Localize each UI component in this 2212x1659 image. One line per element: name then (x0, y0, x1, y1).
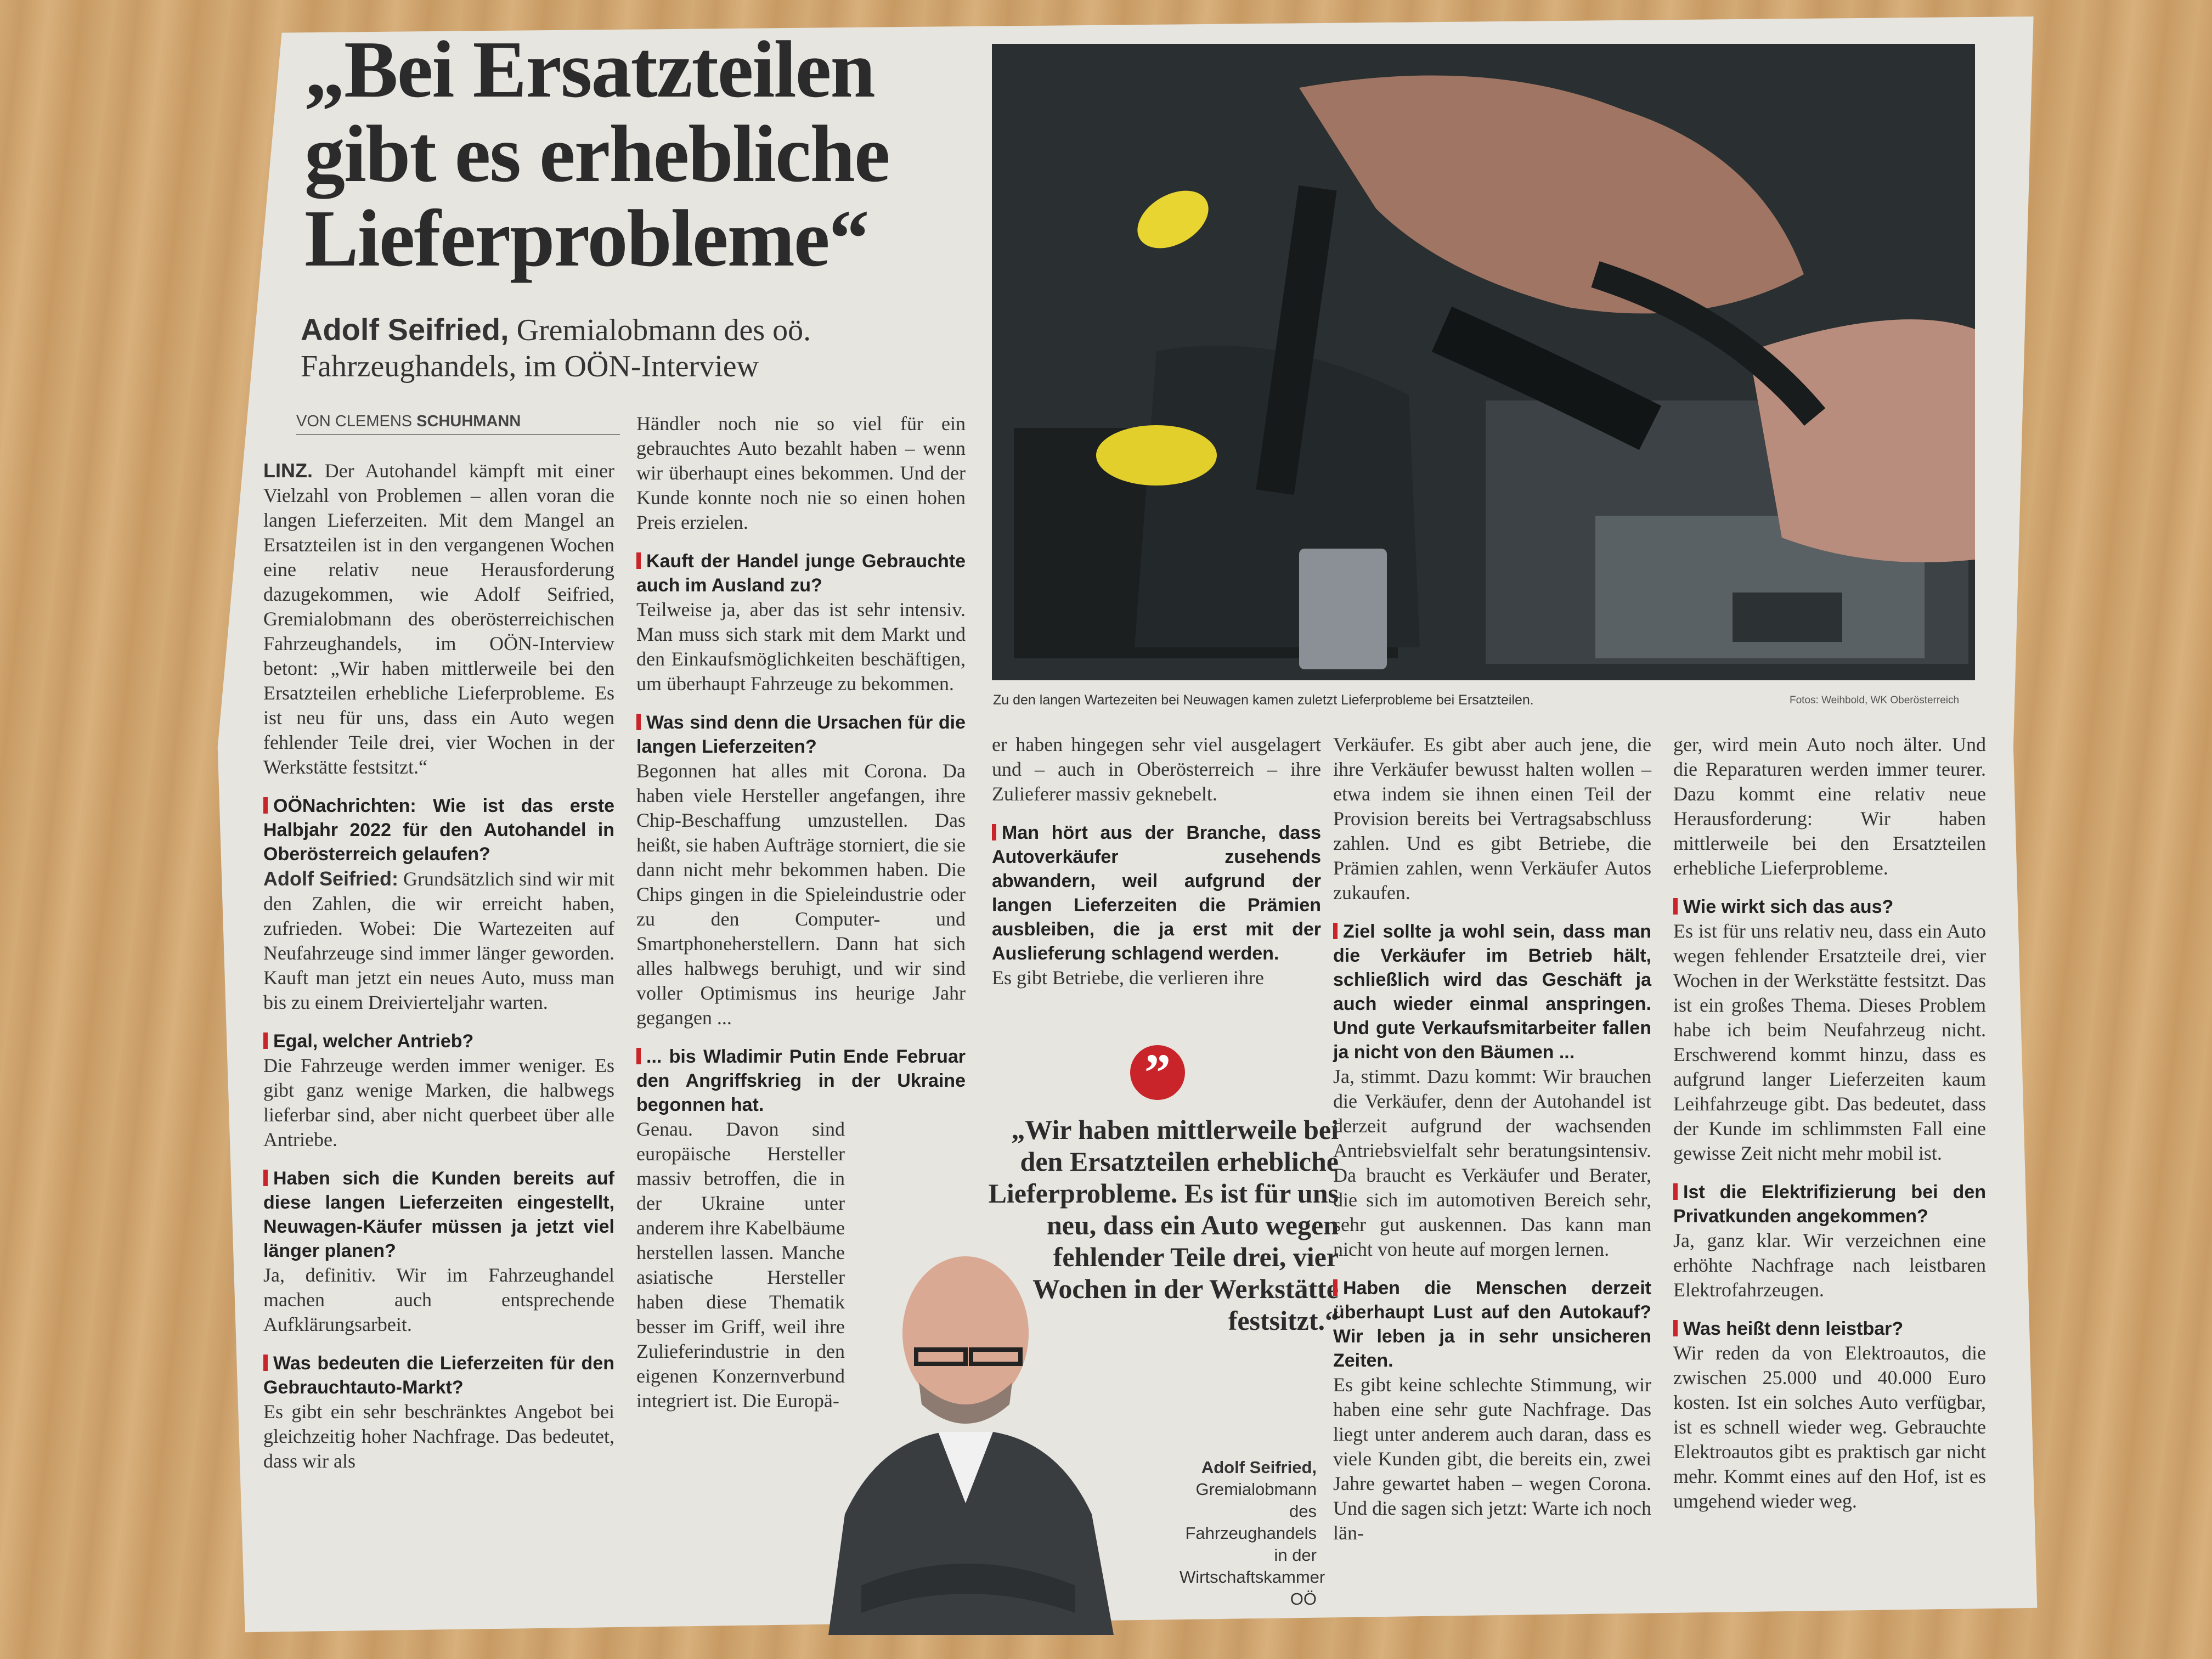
column-3 (992, 732, 1321, 1005)
answer-10: Es gibt keine schlechte Stimmung, wir haben eine sehr gute Nachfrage. Das liegt unter anderem auch daran, dass es viele Kunden gibt, die bereits ein, zwei Jahre gewartet haben – wegen Corona. Und die sagen sich jetzt: Warte ich noch län- (1333, 1374, 1651, 1544)
answer-11: Es ist für uns relativ neu, dass ein Auto wegen fehlender Ersatzteile drei, vier Wochen in der Werkstätte festsitzt. Das ist ein großes Thema. Dieses Problem habe ich beim Neufahrzeug nicht. Erschwerend kommt hinzu, dass es aufgrund langer Lieferzeiten kaum Leihfahrzeuge gibt. Das bedeutet, dass der Kunde im schlimmsten Fall eine gewisse Zeit nicht mehr mobil ist. (1673, 920, 1986, 1164)
attribution-role: Gremialobmann des Fahrzeughandels in der Wirtschaftskammer OÖ (1180, 1480, 1325, 1609)
pull-quote: „Wir haben mittlerweile bei den Ersatzteilen erhebliche Lieferprobleme. Es ist für uns neu, dass ein Auto wegen fehlender Teile drei, vier Wochen in der Werkstätte festsitzt.“ (988, 1114, 1339, 1336)
question-4: Was bedeuten die Lieferzeiten für den Gebrauchtauto-Markt? (263, 1351, 614, 1400)
svg-text:”: ” (1144, 1045, 1171, 1100)
headline: „Bei Ersatzteilen gibt es erhebliche Lieferprobleme“ (304, 25, 889, 284)
question-13: Was heißt denn leistbar? (1673, 1317, 1986, 1341)
subhead-name: Adolf Seifried, (301, 312, 509, 347)
column-5 (1673, 732, 1986, 1528)
answer-2: Die Fahrzeuge werden immer weniger. Es gibt ganz wenige Marken, die halbwegs lieferbar sind, aber nicht querbeet über alle Antriebe. (263, 1054, 614, 1150)
answer-13: Wir reden da von Elektroautos, die zwischen 25.000 und 40.000 Euro kosten. Ist ein solches Auto verfügbar, ist es schnell wieder weg. Gebrauchte Elektroautos gibt es praktisch gar nicht mehr. Kommt eines auf den Hof, ist es umgehend wieder weg. (1673, 1342, 1986, 1512)
dateline: LINZ. (263, 459, 313, 482)
portrait-photo (779, 1207, 1163, 1635)
answer-1-text: Grundsätzlich sind wir mit den Zahlen, die wir erreicht haben, zufrieden. Wobei: Die Wartezeiten auf Neufahrzeuge sind immer länger geworden. Kauft man jetzt ein neues Auto, muss man bis zu einem Dreivierteljahr warten. (263, 868, 614, 1013)
photo-caption: Zu den langen Wartezeiten bei Neuwagen kamen zuletzt Lieferprobleme bei Ersatzteilen. (993, 692, 1534, 708)
intro-paragraph (263, 458, 614, 780)
question-11: Wie wirkt sich das aus? (1673, 895, 1986, 919)
column-4 (1333, 732, 1651, 1560)
pull-quote-attribution (1180, 1457, 1325, 1610)
answer-4: Es gibt ein sehr beschränktes Angebot bei gleichzeitig hoher Nachfrage. Das bedeutet, dass wir als (263, 1401, 614, 1472)
answer-10-continued: ger, wird mein Auto noch älter. Und die Reparaturen werden immer teurer. Dazu kommt eine relativ neue Herausforderung: Wir haben mittlerweile bei den Ersatzteilen erhebliche Lieferprobleme. (1673, 733, 1986, 879)
attribution-name: Adolf Seifried, (1201, 1458, 1317, 1477)
quote-marks-glyph (1130, 1045, 1185, 1100)
speaker-label: Adolf Seifried: (263, 867, 399, 890)
answer-9: Ja, stimmt. Dazu kommt: Wir brauchen die Verkäufer, denn der Autohandel ist derzeit aufgrund der wachsenden Antriebsvielfalt sehr beratungsintensiv. Da braucht es Verkäufer und Berater, die sich im automotiven Bereich sehr, sehr gut auskennen. Das kann man nicht von heute auf morgen lernen. (1333, 1065, 1651, 1260)
byline-prefix: VON CLEMENS (296, 413, 413, 430)
question-5: Kauft der Handel junge Gebrauchte auch im Ausland zu? (636, 549, 966, 597)
answer-5: Teilweise ja, aber das ist sehr intensiv. Man muss sich stark mit dem Markt und den Einkaufsmöglichkeiten beschäftigen, um überhaupt Fahrzeuge zu bekommen. (636, 599, 966, 695)
answer-1 (263, 866, 614, 1015)
intro-text: Der Autohandel kämpft mit einer Vielzahl von Problemen – allen voran die langen Lieferzeiten. Mit dem Mangel an Ersatzteilen ist in den vergangenen Wochen eine relativ neue Herausforderung dazugekommen, wie Adolf Seifried, Gremialobmann des oberösterreichischen Fahrzeughandels, im OÖN-Interview betont: „Wir haben mittlerweile bei den Ersatzteilen erhebliche Lieferprobleme. Es ist neu für uns, dass ein Auto wegen fehlender Teile drei, vier Wochen in der Werkstätte festsitzt.“ (263, 460, 614, 778)
question-7: ... bis Wladimir Putin Ende Februar den Angriffskrieg in der Ukraine begonnen hat. (636, 1045, 966, 1117)
photo-credit: Fotos: Weihbold, WK Oberösterreich (1790, 695, 1960, 706)
portrait-illustration (779, 1207, 1163, 1635)
quote-icon (1130, 1045, 1185, 1100)
answer-6: Begonnen hat alles mit Corona. Da haben viele Hersteller angefangen, ihre Chip-Beschaffung umzustellen. Das heißt, sie haben Aufträge storniert, die sie dann nicht mehr bekommen haben. Die Chips gingen in die Spieleindustrie oder zu den Computer- und Smartphoneherstellern. Dann hat sich alles halbwegs beruhigt, und wir sind voller Optimismus ins heurige Jahr gegangen ... (636, 760, 966, 1029)
answer-7: Genau. Davon sind europäische Hersteller massiv betroffen, die in der Ukraine unter anderem ihre Kabelbäume herstellen lassen. Manche asiatische Hersteller haben diese Thematik besser im Griff, weil ihre Zulieferindustrie in den eigenen Konzernverbund integriert ist. Die Europä- (636, 1118, 845, 1412)
question-12: Ist die Elektrifizierung bei den Privatkunden angekommen? (1673, 1180, 1986, 1228)
answer-7-continued: er haben hingegen sehr viel ausgelagert und – auch in Oberösterreich – ihre Zulieferer massiv geknebelt. (992, 733, 1321, 805)
byline (296, 413, 620, 435)
engine-photo (992, 44, 1975, 680)
answer-4-continued: Händler noch nie so viel für ein gebrauchtes Auto bezahlt haben – wenn wir überhaupt eines bekommen. Und der Kunde konnte noch nie so einen hohen Preis erzielen. (636, 413, 966, 533)
subhead-text: Gremialobmann des oö. Fahrzeughandels, im OÖN-Interview (301, 313, 811, 383)
question-2: Egal, welcher Antrieb? (263, 1029, 614, 1053)
answer-8: Es gibt Betriebe, die verlieren ihre (992, 967, 1264, 989)
question-6: Was sind denn die Ursachen für die langen Lieferzeiten? (636, 710, 966, 759)
question-3: Haben sich die Kunden bereits auf diese langen Lieferzeiten eingestellt, Neuwagen-Käufer müssen ja jetzt viel länger planen? (263, 1166, 614, 1263)
question-9: Ziel sollte ja wohl sein, dass man die Verkäufer im Betrieb hält, schließlich wird das Geschäft ja auch wieder einmal anspringen. Und gute Verkaufsmitarbeiter fallen ja nicht von den Bäumen ... (1333, 919, 1651, 1064)
engine-illustration (992, 44, 1975, 680)
subheadline (301, 312, 959, 385)
byline-author: SCHUHMANN (416, 413, 521, 430)
question-10: Haben die Menschen derzeit überhaupt Lust auf den Autokauf? Wir leben ja in sehr unsicheren Zeiten. (1333, 1276, 1651, 1373)
answer-3: Ja, definitiv. Wir im Fahrzeughandel machen auch entsprechende Aufklärungsarbeit. (263, 1264, 614, 1335)
column-1 (263, 458, 614, 1488)
answer-8-continued: Verkäufer. Es gibt aber auch jene, die ihre Verkäufer bewusst halten wollen – etwa indem sie ihnen einen Teil der Provision bereits bei Vertragsabschluss zahlen. Und es gibt Betriebe, die Prämien zahlen, wenn Verkäufer Autos zukaufen. (1333, 733, 1651, 904)
question-1: OÖNachrichten: Wie ist das erste Halbjahr 2022 für den Autohandel in Oberösterreich gelaufen? (263, 794, 614, 866)
question-8: Man hört aus der Branche, dass Autoverkäufer zusehends abwandern, weil aufgrund der langen Lieferzeiten die Prämien ausbleiben, die ja erst mit der Auslieferung schlagend werden. (992, 821, 1321, 966)
answer-12: Ja, ganz klar. Wir verzeichnen eine erhöhte Nachfrage nach leistbaren Elektrofahrzeugen. (1673, 1229, 1986, 1301)
